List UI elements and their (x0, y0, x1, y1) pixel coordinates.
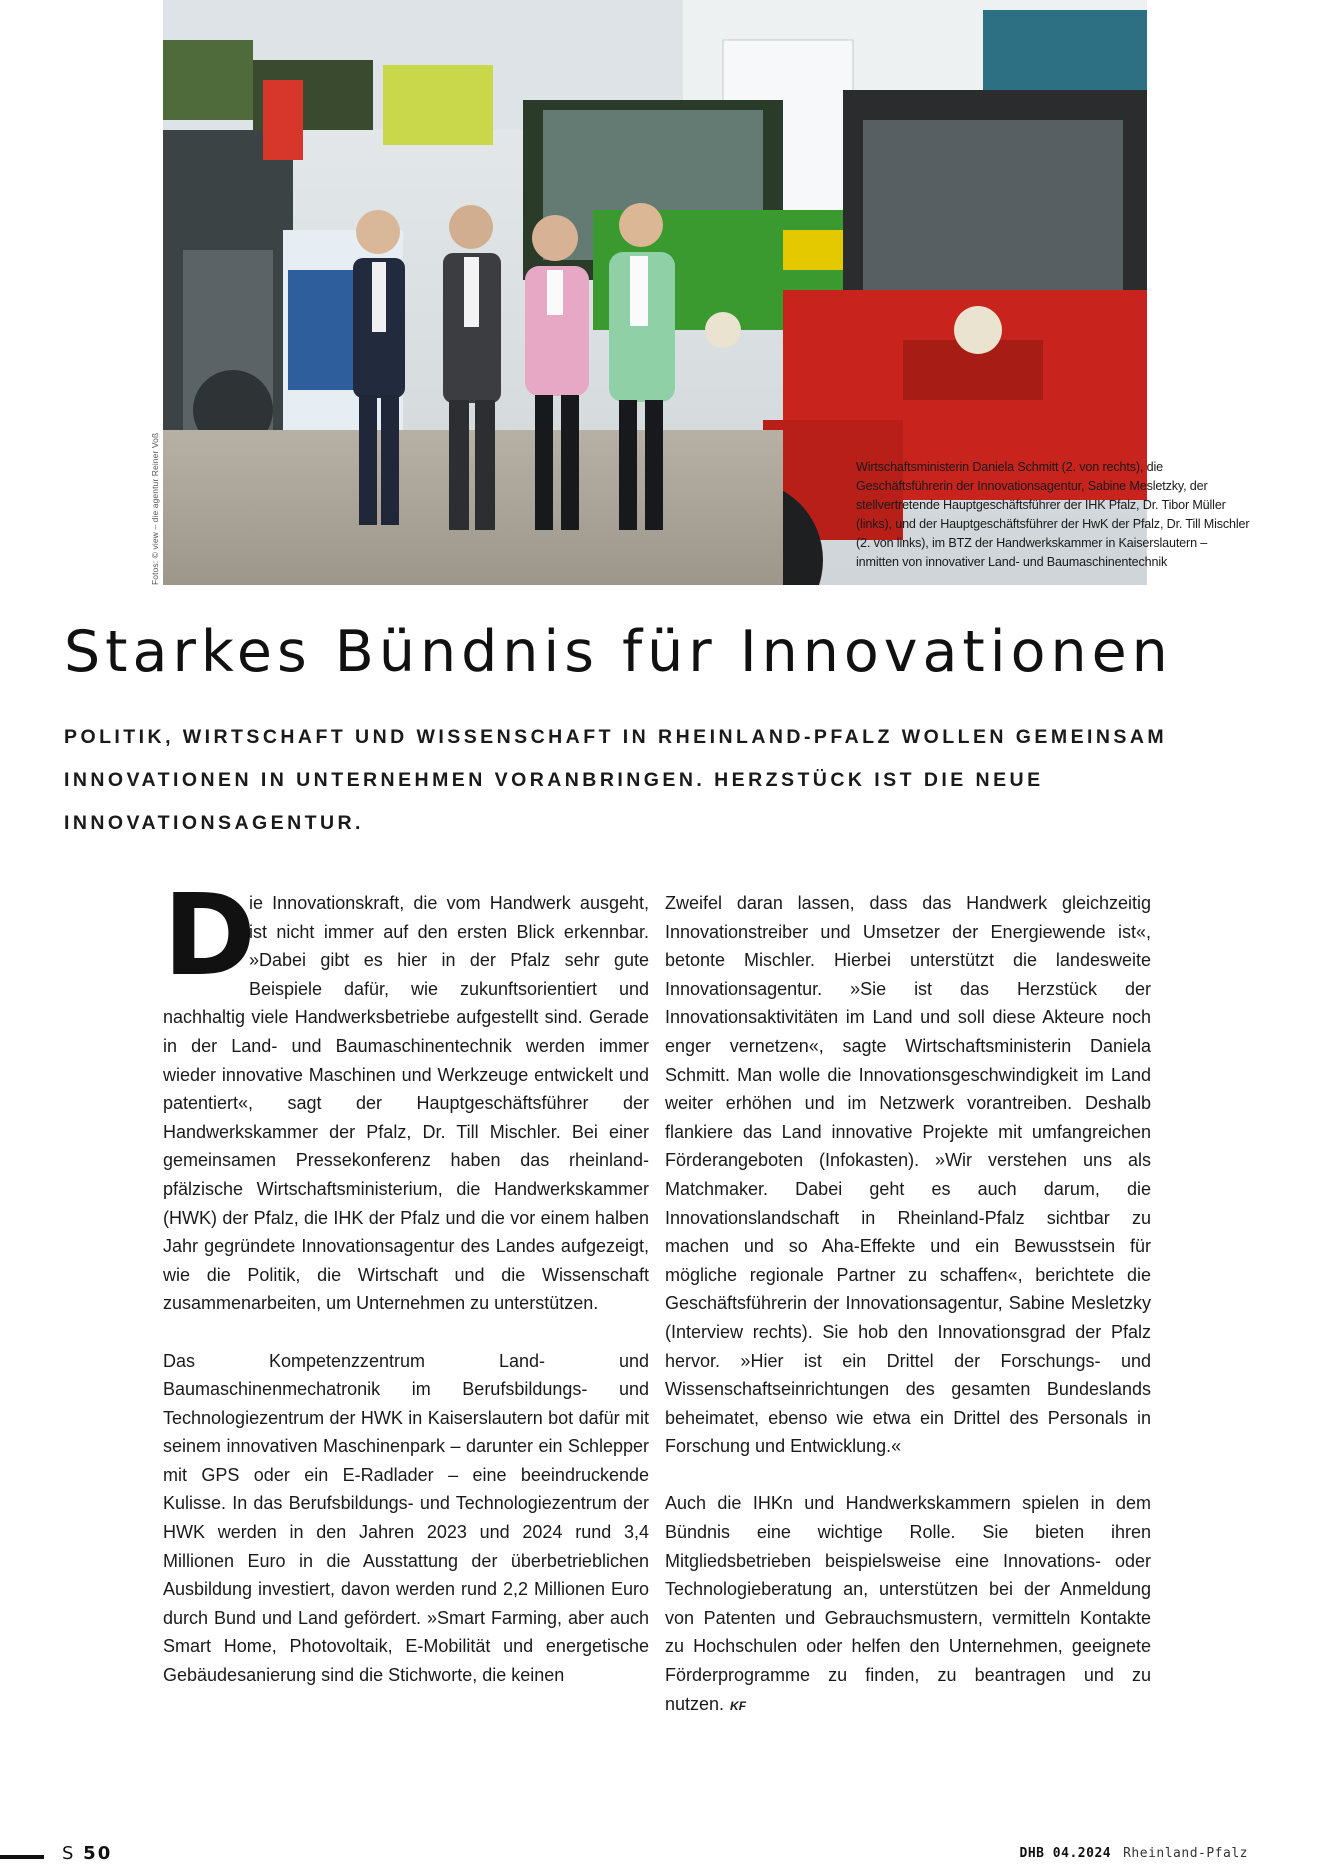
page-number-value: 50 (83, 1843, 113, 1864)
page-number (62, 1843, 112, 1864)
paragraph-1-text: ie Innovationskraft, die vom Handwerk ausgeht, ist nicht immer auf den ersten Blick erkennbar. »Dabei gibt es hier in der Pfalz sehr gute Beispiele dafür, wie zukunftsorientiert und nachhaltig viele Handwerksbetriebe aufgestellt sind. Gerade in der Land- und Baumaschinentechnik werden immer wieder innovative Maschinen und Werkzeuge entwickelt und patentiert«, sagt der Hauptgeschäftsführer der Handwerkskammer der Pfalz, Dr. Till Mischler. Bei einer gemeinsamen Pressekonferenz haben das rheinland-pfälzische Wirtschaftsministerium, die Handwerkskammer (HWK) der Pfalz, die IHK der Pfalz und die vor einem halben Jahr gegründete Innovationsagentur des Landes aufgezeigt, wie die Politik, die Wirtschaft und die Wissenschaft zusammenarbeiten, um Unternehmen zu unterstützen. (163, 893, 649, 1314)
author-initials: KF (730, 1698, 747, 1713)
photo-credit: Fotos: © view – die agentur Reiner Voß (150, 432, 160, 585)
page-prefix: S (62, 1843, 76, 1864)
paragraph-4-text: Auch die IHKn und Handwerkskammern spielen in dem Bündnis eine wichtige Rolle. Sie bieten ihren Mitgliedsbetrieben beispielsweise eine Innovations- oder Technologieberatung an, unterstützen bei der Anmeldung von Patenten und Gebrauchsmustern, vermitteln Kontakte zu Hochschulen oder helfen den Unternehmen, geeignete Förderprogramme zu finden, zu beantragen und zu nutzen. (665, 1493, 1151, 1714)
article-subhead: POLITIK, WIRTSCHAFT UND WISSENSCHAFT IN RHEINLAND-PFALZ WOLLEN GEMEINSAM INNOVATIONEN IN UNTERNEHMEN VORANBRINGEN. HERZSTÜCK IST DIE NEUE INNOVATIONSAGENTUR. (64, 726, 1168, 834)
footer-rule (0, 1855, 44, 1859)
photo-caption: Wirtschaftsministerin Daniela Schmitt (2. von rechts), die Geschäftsführerin der Innovationsagentur, Sabine Mesletzky, der stellvertretende Hauptgeschäftsführer der IHK Pfalz, Dr. Tibor Müller (links), und der Hauptgeschäftsführer der HwK der Pfalz, Dr. Till Mischler (2. von links), im BTZ der Handwerkskammer in Kaiserslautern – inmitten von innovativer Land- und Baumaschinentechnik (856, 460, 1250, 569)
paragraph-4 (665, 1489, 1151, 1720)
article-column-left (163, 871, 649, 1690)
region-label: Rheinland-Pfalz (1123, 1846, 1248, 1861)
drop-cap: D (163, 871, 256, 1001)
footer-publication (1020, 1846, 1249, 1861)
paragraph-1 (163, 871, 649, 1318)
article-headline: Starkes Bündnis für Innovationen (64, 619, 1173, 685)
article-column-right (665, 889, 1151, 1720)
issue-label: DHB 04.2024 (1019, 1846, 1112, 1861)
paragraph-3: Zweifel daran lassen, dass das Handwerk gleichzeitig Innovationstreiber und Umsetzer der Energiewende ist«, betonte Mischler. Hierbei unterstützt die landesweite Innovationsagentur. »Sie ist das Herzstück der Innovationsaktivitäten im Land und soll diese Akteure noch enger vernetzen«, sagte Wirtschaftsministerin Daniela Schmitt. Man wolle die Innovationsgeschwindigkeit im Land weiter erhöhen und im Netzwerk vorantreiben. Deshalb flankiere das Land innovative Projekte mit umfangreichen Förderangeboten (Infokasten). »Wir verstehen uns als Matchmaker. Dabei geht es auch darum, die Innovationslandschaft in Rheinland-Pfalz sichtbar zu machen und so Aha-Effekte und ein Bewusstsein für mögliche regionale Partner zu schaffen«, berichtete die Geschäftsführerin der Innovationsagentur, Sabine Mesletzky (Interview rechts). Sie hob den Innovationsgrad der Pfalz hervor. »Hier ist ein Drittel der Forschungs- und Wissenschaftseinrichtungen des gesamten Bundeslands beheimatet, ebenso wie etwa ein Drittel des Personals in Forschung und Entwicklung.« (665, 893, 1151, 1457)
paragraph-2: Das Kompetenzzentrum Land- und Baumaschinenmechatronik im Berufsbildungs- und Technologiezentrum der HWK in Kaiserslautern bot dafür mit seinem innovativen Maschinenpark – darunter ein Schlepper mit GPS oder ein E-Radlader – eine beeindruckende Kulisse. In das Berufsbildungs- und Technologiezentrum der HWK werden in den Jahren 2023 und 2024 rund 3,4 Millionen Euro in die Ausstattung der überbetrieblichen Ausbildung investiert, davon werden rund 2,2 Millionen Euro durch Bund und Land gefördert. »Smart Farming, aber auch Smart Home, Photovoltaik, E-Mobilität und energetische Gebäudesanierung sind die Stichworte, die keinen (163, 1350, 649, 1686)
